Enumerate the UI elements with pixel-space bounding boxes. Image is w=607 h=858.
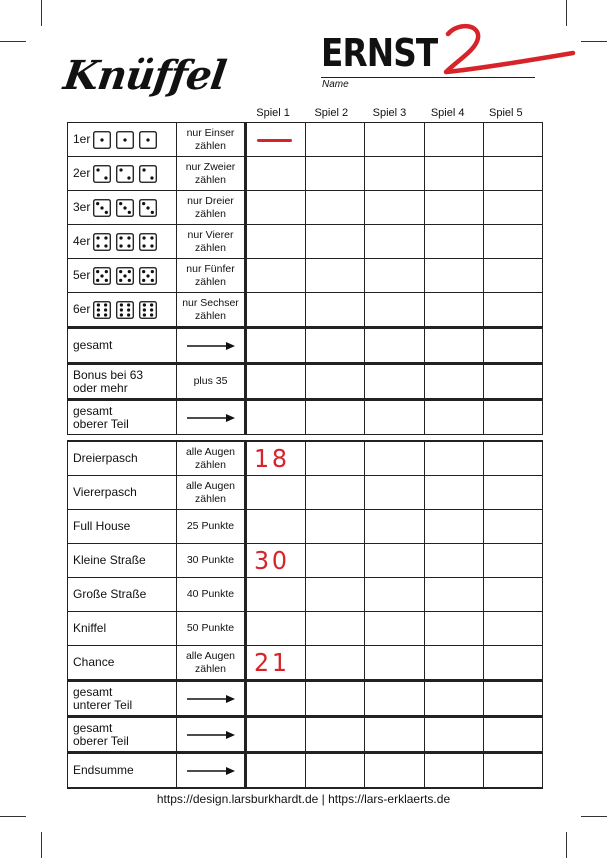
die-3-icon	[93, 199, 111, 217]
row-label-text: Große Straße	[73, 587, 147, 601]
arrow-right-icon	[186, 413, 236, 423]
text-line: zählen	[195, 275, 226, 288]
score-cell-spiel-5[interactable]	[483, 259, 542, 293]
player-name[interactable]: ERNST	[321, 31, 438, 75]
row-instruction	[177, 293, 246, 328]
score-cell-spiel-1[interactable]	[246, 123, 306, 157]
row-label-text: Viererpasch	[73, 485, 137, 499]
dice-label	[73, 199, 176, 217]
table-row	[68, 510, 543, 544]
text-line: gesamt	[73, 338, 113, 352]
dice-label	[73, 131, 176, 149]
table-row	[68, 612, 543, 646]
die-5-icon	[139, 267, 157, 285]
score-cell-spiel-1[interactable]	[246, 646, 306, 681]
score-cell-spiel-3[interactable]	[365, 753, 424, 789]
row-label	[68, 441, 177, 476]
arrow-right-icon	[186, 766, 236, 776]
row-label	[68, 646, 177, 681]
handwritten-score: 18	[253, 444, 290, 473]
score-cell-spiel-4[interactable]	[424, 681, 483, 717]
score-cell-spiel-3[interactable]	[365, 191, 424, 225]
score-cell-spiel-4[interactable]	[424, 441, 483, 476]
row-instruction	[177, 441, 246, 476]
score-cell-spiel-5[interactable]	[483, 328, 542, 364]
score-cell-spiel-4[interactable]	[424, 123, 483, 157]
row-label	[68, 578, 177, 612]
dice-label	[73, 165, 176, 183]
score-cell-spiel-1[interactable]	[246, 157, 306, 191]
score-cell-spiel-4[interactable]	[424, 717, 483, 753]
die-1-icon	[139, 131, 157, 149]
row-label	[68, 510, 177, 544]
table-row	[68, 544, 543, 578]
score-cell-spiel-3[interactable]	[365, 612, 424, 646]
table-row	[68, 681, 543, 717]
text-line: 30 Punkte	[186, 554, 235, 566]
game-header: Spiel 2	[314, 107, 349, 119]
row-instruction	[177, 259, 246, 293]
crop-mark	[41, 832, 42, 858]
text-line: alle Augen	[185, 649, 236, 662]
table-row	[68, 328, 543, 364]
score-cell-spiel-2[interactable]	[306, 441, 365, 476]
score-cell-spiel-4[interactable]	[424, 191, 483, 225]
table-row	[68, 364, 543, 400]
handwritten-score: 30	[253, 546, 290, 575]
game-header: Spiel 5	[489, 107, 523, 119]
crop-mark	[0, 41, 26, 42]
score-cell-spiel-3[interactable]	[365, 400, 424, 435]
die-4-icon	[93, 233, 111, 251]
text-line: 50 Punkte	[186, 622, 235, 634]
row-label-text: 3er	[73, 200, 91, 214]
text-line: zählen	[195, 241, 226, 254]
score-cell-spiel-1[interactable]	[246, 364, 306, 400]
text-line: gesamt	[73, 403, 113, 418]
score-cell-spiel-1[interactable]	[246, 753, 306, 789]
crop-mark	[0, 816, 26, 817]
name-label: Name	[322, 79, 349, 90]
score-cell-spiel-4[interactable]	[424, 510, 483, 544]
die-2-icon	[139, 165, 157, 183]
score-cell-spiel-4[interactable]	[424, 293, 483, 328]
score-cell-spiel-3[interactable]	[365, 293, 424, 328]
row-instruction	[177, 364, 246, 400]
row-instruction	[177, 717, 246, 753]
score-cell-spiel-5[interactable]	[483, 441, 542, 476]
score-cell-spiel-5[interactable]	[483, 544, 542, 578]
score-cell-spiel-5[interactable]	[483, 646, 542, 681]
die-4-icon	[139, 233, 157, 251]
table-row	[68, 717, 543, 753]
text-line: nur Vierer	[187, 228, 234, 241]
score-cell-spiel-3[interactable]	[365, 328, 424, 364]
score-cell-spiel-1[interactable]	[246, 400, 306, 435]
table-row	[68, 578, 543, 612]
score-cell-spiel-5[interactable]	[483, 225, 542, 259]
arrow-right-icon	[186, 730, 236, 740]
score-cell-spiel-2[interactable]	[306, 510, 365, 544]
die-1-icon	[116, 131, 134, 149]
table-row	[68, 293, 543, 328]
score-cell-spiel-2[interactable]	[306, 191, 365, 225]
text-line: zählen	[195, 492, 226, 505]
score-cell-spiel-5[interactable]	[483, 578, 542, 612]
score-cell-spiel-4[interactable]	[424, 544, 483, 578]
text-line: nur Einser	[186, 126, 235, 139]
row-instruction	[177, 578, 246, 612]
score-cell-spiel-2[interactable]	[306, 225, 365, 259]
text-line: zählen	[195, 662, 226, 675]
row-instruction	[177, 225, 246, 259]
score-cell-spiel-3[interactable]	[365, 646, 424, 681]
text-line: zählen	[195, 309, 226, 322]
score-cell-spiel-2[interactable]	[306, 612, 365, 646]
score-cell-spiel-2[interactable]	[306, 328, 365, 364]
name-line	[321, 77, 535, 78]
row-instruction	[177, 476, 246, 510]
row-label-text: Kleine Straße	[73, 553, 146, 567]
row-label	[68, 612, 177, 646]
row-label	[68, 753, 177, 789]
score-cell-spiel-3[interactable]	[365, 544, 424, 578]
dice-label	[73, 301, 176, 319]
handwritten-score: 21	[253, 648, 290, 677]
text-line: nur Dreier	[187, 194, 234, 207]
row-label-text: 6er	[73, 302, 91, 316]
score-cell-spiel-4[interactable]	[424, 612, 483, 646]
text-line: zählen	[195, 173, 226, 186]
text-line: zählen	[195, 207, 226, 220]
footer-links[interactable]: https://design.larsburkhardt.de | https://lars-erklaerts.de	[156, 792, 451, 806]
text-line: oberer Teil	[73, 733, 129, 748]
row-label	[68, 400, 177, 435]
table-row	[68, 225, 543, 259]
text-line: gesamt	[73, 684, 113, 699]
score-cell-spiel-2[interactable]	[306, 646, 365, 681]
die-5-icon	[93, 267, 111, 285]
row-label-text: 5er	[73, 268, 91, 282]
row-instruction	[177, 400, 246, 435]
text-line: 25 Punkte	[186, 520, 235, 532]
table-row	[68, 441, 543, 476]
text-line: alle Augen	[185, 445, 236, 458]
score-cell-spiel-5[interactable]	[483, 123, 542, 157]
text-line: gesamt	[73, 720, 113, 735]
die-3-icon	[139, 199, 157, 217]
score-cell-spiel-1[interactable]	[246, 578, 306, 612]
score-cell-spiel-5[interactable]	[483, 717, 542, 753]
score-cell-spiel-1[interactable]	[246, 328, 306, 364]
handwritten-dash	[257, 139, 292, 142]
row-label-text: 4er	[73, 234, 91, 248]
score-cell-spiel-5[interactable]	[483, 476, 542, 510]
lower-section-table	[67, 440, 543, 789]
score-cell-spiel-3[interactable]	[365, 364, 424, 400]
score-cell-spiel-4[interactable]	[424, 328, 483, 364]
game-header: Spiel 3	[372, 107, 407, 119]
text-line: Bonus bei 63	[73, 367, 144, 382]
score-cell-spiel-1[interactable]	[246, 510, 306, 544]
table-row	[68, 123, 543, 157]
handwritten-game-number	[438, 20, 578, 80]
score-cell-spiel-4[interactable]	[424, 364, 483, 400]
score-cell-spiel-2[interactable]	[306, 364, 365, 400]
row-label	[68, 328, 177, 364]
die-6-icon	[139, 301, 157, 319]
row-label	[68, 157, 177, 191]
score-cell-spiel-5[interactable]	[483, 400, 542, 435]
text-line: zählen	[195, 458, 226, 471]
score-cell-spiel-5[interactable]	[483, 681, 542, 717]
row-instruction	[177, 544, 246, 578]
row-label	[68, 717, 177, 753]
table-row	[68, 157, 543, 191]
upper-section-table	[67, 122, 543, 435]
row-label-text: Kniffel	[73, 621, 107, 635]
score-cell-spiel-2[interactable]	[306, 123, 365, 157]
score-cell-spiel-5[interactable]	[483, 191, 542, 225]
crop-mark	[566, 832, 567, 858]
dice-label	[73, 233, 176, 251]
score-cell-spiel-2[interactable]	[306, 293, 365, 328]
score-cell-spiel-3[interactable]	[365, 578, 424, 612]
score-cell-spiel-2[interactable]	[306, 400, 365, 435]
game-header: Spiel 4	[430, 107, 465, 119]
die-2-icon	[116, 165, 134, 183]
row-label-text: 2er	[73, 166, 91, 180]
score-cell-spiel-4[interactable]	[424, 400, 483, 435]
text-line: nur Zweier	[185, 160, 236, 173]
row-instruction	[177, 328, 246, 364]
row-label	[68, 544, 177, 578]
sheet-title: Knüffel	[60, 52, 229, 99]
score-cell-spiel-1[interactable]	[246, 441, 306, 476]
text-line: 40 Punkte	[186, 588, 235, 600]
score-cell-spiel-4[interactable]	[424, 225, 483, 259]
score-cell-spiel-4[interactable]	[424, 259, 483, 293]
row-instruction	[177, 157, 246, 191]
score-cell-spiel-5[interactable]	[483, 510, 542, 544]
text-line: Endsumme	[73, 763, 134, 777]
arrow-right-icon	[186, 694, 236, 704]
row-label-text: Dreierpasch	[73, 451, 138, 465]
die-5-icon	[116, 267, 134, 285]
row-instruction	[177, 753, 246, 789]
score-cell-spiel-3[interactable]	[365, 476, 424, 510]
row-label-text: Chance	[73, 655, 115, 669]
score-cell-spiel-1[interactable]	[246, 191, 306, 225]
row-label	[68, 123, 177, 157]
score-cell-spiel-5[interactable]	[483, 293, 542, 328]
row-instruction	[177, 681, 246, 717]
score-cell-spiel-3[interactable]	[365, 441, 424, 476]
score-cell-spiel-2[interactable]	[306, 578, 365, 612]
score-cell-spiel-2[interactable]	[306, 476, 365, 510]
score-cell-spiel-3[interactable]	[365, 259, 424, 293]
row-label-text: Full House	[73, 519, 131, 533]
row-instruction	[177, 123, 246, 157]
text-line: unterer Teil	[73, 697, 133, 712]
score-cell-spiel-1[interactable]	[246, 544, 306, 578]
score-cell-spiel-4[interactable]	[424, 476, 483, 510]
die-6-icon	[93, 301, 111, 319]
table-row	[68, 259, 543, 293]
score-cell-spiel-1[interactable]	[246, 717, 306, 753]
text-line: zählen	[195, 139, 226, 152]
score-cell-spiel-4[interactable]	[424, 157, 483, 191]
score-cell-spiel-2[interactable]	[306, 681, 365, 717]
score-cell-spiel-3[interactable]	[365, 681, 424, 717]
score-cell-spiel-5[interactable]	[483, 612, 542, 646]
row-label	[68, 293, 177, 328]
row-instruction	[177, 510, 246, 544]
table-row	[68, 646, 543, 681]
row-instruction	[177, 612, 246, 646]
row-label	[68, 681, 177, 717]
arrow-right-icon	[186, 341, 236, 351]
crop-mark	[41, 0, 42, 26]
text-line: nur Fünfer	[186, 262, 235, 275]
score-cell-spiel-1[interactable]	[246, 293, 306, 328]
row-instruction	[177, 191, 246, 225]
table-row	[68, 191, 543, 225]
score-cell-spiel-5[interactable]	[483, 157, 542, 191]
table-row	[68, 753, 543, 789]
text-line: oberer Teil	[73, 416, 129, 431]
score-cell-spiel-3[interactable]	[365, 157, 424, 191]
crop-mark	[581, 41, 607, 42]
score-cell-spiel-2[interactable]	[306, 259, 365, 293]
die-6-icon	[116, 301, 134, 319]
text-line: alle Augen	[185, 479, 236, 492]
score-cell-spiel-1[interactable]	[246, 259, 306, 293]
row-instruction	[177, 646, 246, 681]
score-cell-spiel-2[interactable]	[306, 157, 365, 191]
score-cell-spiel-4[interactable]	[424, 753, 483, 789]
score-cell-spiel-3[interactable]	[365, 510, 424, 544]
game-header: Spiel 1	[256, 107, 290, 119]
table-row	[68, 400, 543, 435]
score-cell-spiel-2[interactable]	[306, 544, 365, 578]
score-cell-spiel-2[interactable]	[306, 717, 365, 753]
score-cell-spiel-1[interactable]	[246, 476, 306, 510]
instruction-text: plus 35	[193, 375, 228, 387]
score-cell-spiel-1[interactable]	[246, 612, 306, 646]
row-label	[68, 364, 177, 400]
crop-mark	[581, 816, 607, 817]
dice-label	[73, 267, 176, 285]
score-cell-spiel-1[interactable]	[246, 225, 306, 259]
row-label	[68, 476, 177, 510]
row-label	[68, 259, 177, 293]
die-4-icon	[116, 233, 134, 251]
row-label	[68, 191, 177, 225]
row-label-text: 1er	[73, 132, 91, 146]
table-row	[68, 476, 543, 510]
score-cell-spiel-4[interactable]	[424, 578, 483, 612]
text-line: nur Sechser	[182, 296, 239, 309]
text-line: oder mehr	[73, 380, 128, 395]
score-cell-spiel-5[interactable]	[483, 753, 542, 789]
game-headers	[244, 105, 535, 121]
die-1-icon	[93, 131, 111, 149]
score-cell-spiel-4[interactable]	[424, 646, 483, 681]
die-3-icon	[116, 199, 134, 217]
score-cell-spiel-3[interactable]	[365, 123, 424, 157]
score-cell-spiel-5[interactable]	[483, 364, 542, 400]
score-cell-spiel-2[interactable]	[306, 753, 365, 789]
score-cell-spiel-3[interactable]	[365, 717, 424, 753]
score-cell-spiel-3[interactable]	[365, 225, 424, 259]
die-2-icon	[93, 165, 111, 183]
score-cell-spiel-1[interactable]	[246, 681, 306, 717]
row-label	[68, 225, 177, 259]
